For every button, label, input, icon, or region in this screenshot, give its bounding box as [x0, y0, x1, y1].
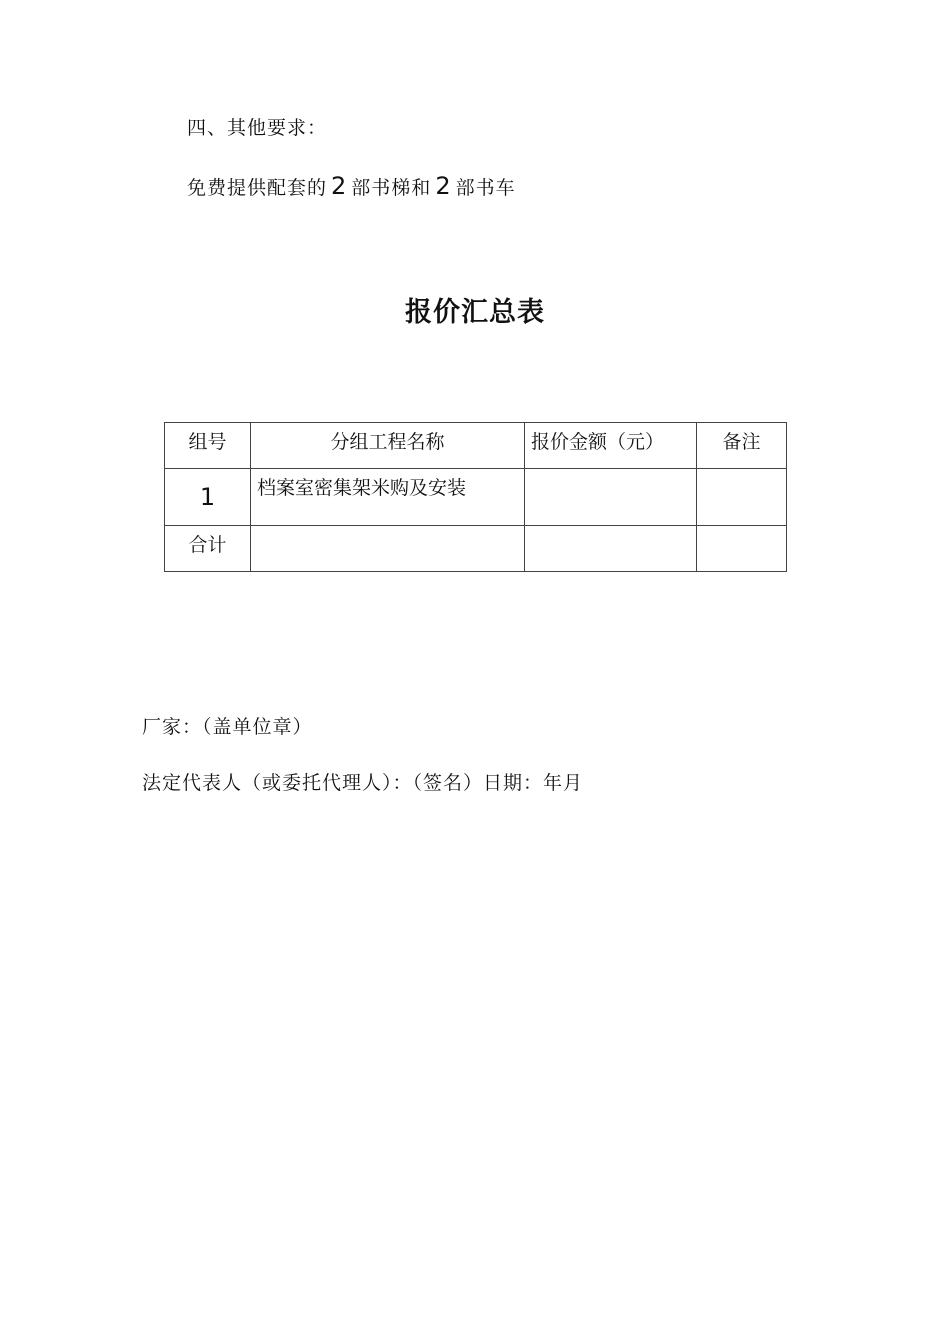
summary-title: 报价汇总表 — [405, 297, 545, 328]
cell-remark — [697, 469, 787, 526]
cart-quantity: 2 — [435, 172, 452, 200]
ladder-quantity: 2 — [331, 172, 348, 200]
vendor-seal-line: 厂家：（盖单位章） — [142, 716, 313, 738]
cell-total-amount — [525, 526, 697, 572]
ladder-item: 部书梯和 — [351, 177, 432, 199]
cell-quote-amount — [525, 469, 697, 526]
cell-total-name — [251, 526, 525, 572]
column-header-project-name: 分组工程名称 — [251, 423, 525, 469]
table-row — [165, 469, 787, 526]
cell-group-no: 1 — [165, 469, 251, 526]
requirements-line — [187, 172, 516, 200]
signer-date-line: 法定代表人（或委托代理人）：（签名）日期：年月 — [142, 772, 584, 794]
quote-summary-table — [164, 422, 787, 572]
column-header-quote-amount: 报价金额（元） — [525, 423, 697, 469]
requirements-line-prefix: 免费提供配套的 — [187, 177, 328, 199]
cell-project-name: 档案室密集架米购及安装 — [251, 469, 525, 526]
table-total-row — [165, 526, 787, 572]
column-header-group-no: 组号 — [165, 423, 251, 469]
requirements-heading: 四、其他要求： — [187, 117, 328, 139]
cell-total-remark — [697, 526, 787, 572]
column-header-remark: 备注 — [697, 423, 787, 469]
table-header-row — [165, 423, 787, 469]
cell-total-label: 合计 — [165, 526, 251, 572]
cart-item: 部书车 — [455, 177, 516, 199]
